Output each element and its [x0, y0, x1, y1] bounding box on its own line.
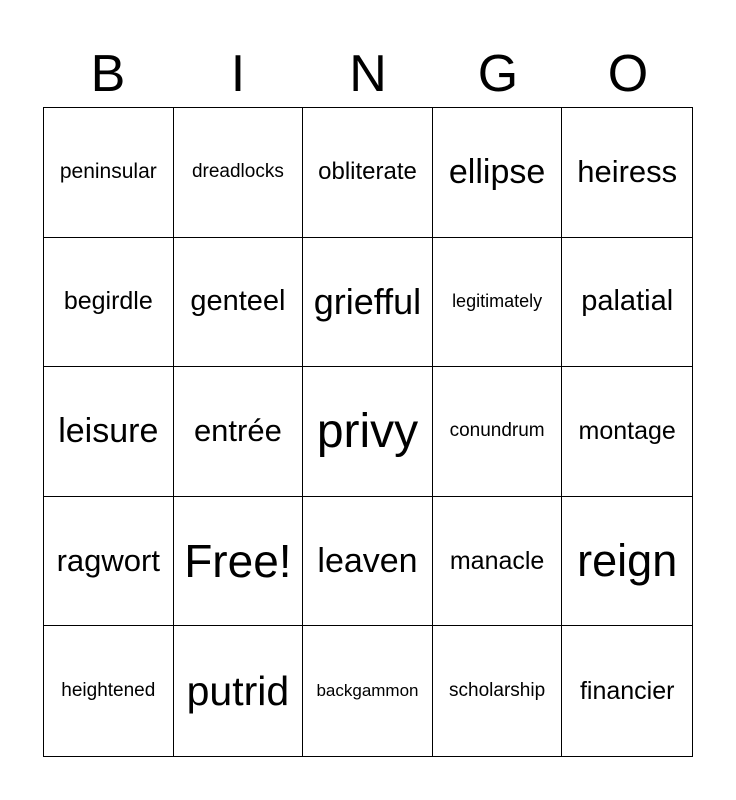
bingo-cell free-space[interactable]: Free!	[174, 497, 304, 627]
bingo-cell[interactable]: reign	[562, 497, 692, 627]
bingo-cell[interactable]: genteel	[174, 238, 304, 368]
bingo-cell[interactable]: peninsular	[44, 108, 174, 238]
bingo-cell[interactable]: ellipse	[433, 108, 563, 238]
bingo-cell[interactable]: legitimately	[433, 238, 563, 368]
bingo-cell[interactable]: manacle	[433, 497, 563, 627]
header-letter-n: N	[349, 45, 387, 103]
header-letter-g: G	[477, 45, 519, 103]
header-letter-b: B	[90, 45, 126, 103]
bingo-cell[interactable]: scholarship	[433, 626, 563, 756]
bingo-cell[interactable]: montage	[562, 367, 692, 497]
bingo-cell[interactable]: entrée	[174, 367, 304, 497]
header-letter-i: I	[230, 45, 246, 103]
bingo-board	[43, 107, 693, 757]
bingo-cell[interactable]: dreadlocks	[174, 108, 304, 238]
bingo-header	[43, 40, 693, 108]
bingo-cell[interactable]: griefful	[303, 238, 433, 368]
bingo-cell[interactable]: financier	[579, 676, 675, 705]
bingo-cell[interactable]: leisure	[44, 367, 174, 497]
bingo-cell[interactable]: heightened	[44, 626, 174, 756]
bingo-cell[interactable]: obliterate	[303, 108, 433, 238]
bingo-cell[interactable]: ragwort	[44, 497, 174, 627]
bingo-cell[interactable]: privy	[303, 367, 433, 497]
bingo-cell[interactable]: backgammon	[303, 626, 433, 756]
bingo-cell[interactable]: leaven	[303, 497, 433, 627]
bingo-cell[interactable]: heiress	[562, 108, 692, 238]
bingo-cell[interactable]: palatial	[562, 238, 692, 368]
bingo-cell[interactable]: conundrum	[433, 367, 563, 497]
header-letter-o: O	[607, 45, 649, 103]
bingo-cell[interactable]: begirdle	[44, 238, 174, 368]
bingo-cell[interactable]: putrid	[174, 626, 304, 756]
